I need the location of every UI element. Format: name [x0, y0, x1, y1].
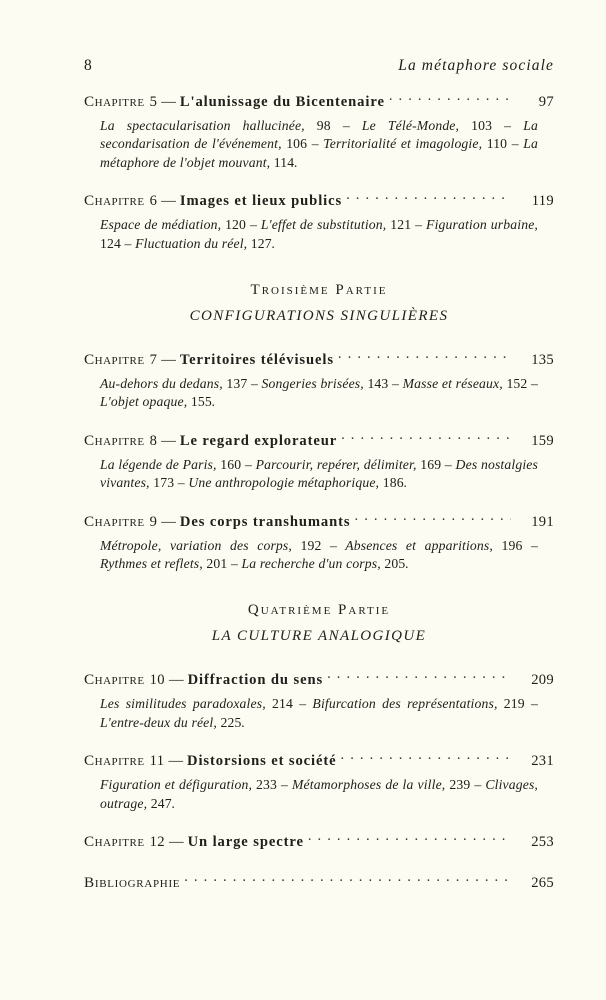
chapter-number: 7: [149, 352, 158, 369]
section-page-number: 160: [220, 456, 242, 472]
section-page-number: 137: [226, 376, 248, 392]
section-page-number: 124: [100, 235, 121, 251]
section-page-number: 205: [384, 556, 406, 572]
chapter-sections: Figuration et défiguration, 233 – Métamorphoses de la ville, 239 – Clivages, outrage, 247.: [100, 777, 539, 811]
toc-entry: [84, 873, 554, 893]
toc-entry: [84, 191, 554, 253]
chapter-dash: —: [168, 834, 184, 851]
chapter-sections: Au-dehors du dedans, 137 – Songeries brisées, 143 – Masse et réseaux, 152 – L'objet opaque, 155.: [100, 376, 539, 410]
chapter-sections: Les similitudes paradoxales, 214 – Bifurcation des représentations, 219 – L'entre-deux du réel, 225.: [100, 696, 538, 730]
page-number: 191: [531, 513, 554, 530]
chapter-number: 11: [149, 753, 165, 770]
chapter-word: Chapitre: [84, 431, 145, 449]
section-page-number: 106: [286, 136, 308, 152]
section-page-number: 214: [272, 696, 293, 712]
chapter-entry[interactable]: [84, 431, 554, 451]
chapter-word: Chapitre: [84, 512, 145, 530]
chapter-title: Le regard explorateur: [179, 432, 338, 449]
chapter-entry[interactable]: [84, 191, 554, 211]
chapter-dash: —: [168, 753, 184, 770]
page-number: 97: [538, 94, 554, 110]
toc-entry: [84, 92, 554, 172]
chapter-word: Chapitre: [84, 192, 145, 210]
chapter-entry[interactable]: [84, 512, 554, 532]
section-page-number: 127: [250, 235, 272, 251]
chapter-number: 9: [149, 513, 158, 530]
part-name: Quatrième Partie: [247, 602, 391, 619]
dot-leader: [338, 350, 511, 364]
dot-leader: [341, 431, 511, 445]
chapter-dash: —: [161, 352, 176, 369]
chapter-number: 12: [149, 834, 165, 851]
chapter-number: 10: [149, 672, 165, 689]
section-page-number: 110: [486, 136, 508, 152]
page-number: 265: [531, 875, 554, 892]
section-page-number: 233: [256, 777, 277, 793]
section-page-number: 120: [225, 217, 247, 233]
chapter-entry[interactable]: [84, 832, 554, 852]
chapter-word: Chapitre: [84, 351, 145, 369]
section-page-number: 98: [316, 118, 331, 133]
section-page-number: 201: [206, 556, 228, 572]
chapter-entry[interactable]: [84, 350, 554, 370]
section-page-number: 121: [390, 217, 412, 233]
chapter-word: Chapitre: [84, 752, 145, 770]
chapter-title: Diffraction du sens: [187, 672, 324, 689]
toc-entry: [84, 350, 554, 412]
book-title: La métaphore sociale: [398, 57, 554, 74]
bibliography-entry[interactable]: [84, 873, 554, 893]
section-page-number: 196: [501, 537, 523, 553]
chapter-title: L'alunissage du Bicentenaire: [179, 94, 385, 110]
section-page-number: 186: [382, 475, 404, 491]
chapter-dash: —: [161, 193, 176, 210]
chapter-dash: —: [161, 513, 176, 530]
toc-entry: [84, 512, 554, 574]
chapter-number: 5: [149, 94, 158, 110]
section-page-number: 114: [273, 154, 295, 170]
section-page-number: 152: [506, 376, 528, 392]
section-page-number: 143: [367, 376, 389, 392]
page-number: 119: [531, 193, 554, 210]
section-page-number: 192: [300, 537, 322, 553]
chapter-word: Chapitre: [84, 671, 145, 689]
chapter-entry[interactable]: [84, 92, 554, 112]
toc-entry: [84, 670, 554, 732]
toc-entry: [84, 431, 554, 493]
section-page-number: 155: [190, 394, 212, 410]
page-folio: 8: [84, 57, 93, 74]
part-title: CONFIGURATIONS SINGULIÈRES: [189, 308, 449, 325]
page-number: 159: [531, 432, 554, 449]
section-page-number: 247: [150, 795, 172, 811]
part-title: LA CULTURE ANALOGIQUE: [211, 628, 427, 645]
dot-leader: [308, 832, 511, 846]
chapter-dash: —: [161, 94, 176, 110]
chapter-word: Chapitre: [84, 93, 145, 110]
section-page-number: 239: [449, 777, 471, 793]
chapter-dash: —: [168, 672, 184, 689]
chapter-number: 8: [149, 432, 158, 449]
dot-leader: [341, 751, 511, 765]
page-number: 231: [531, 753, 554, 770]
page-number: 209: [531, 672, 554, 689]
chapter-title: Distorsions et société: [187, 753, 337, 770]
section-page-number: 219: [503, 696, 525, 712]
part-heading: [84, 600, 554, 648]
part-name: Troisième Partie: [250, 282, 388, 299]
section-page-number: 103: [471, 118, 493, 133]
chapter-title: Des corps transhumants: [179, 513, 351, 530]
part-heading: [84, 280, 554, 328]
table-of-contents: [84, 92, 554, 912]
dot-leader: [355, 512, 512, 526]
dot-leader: [389, 92, 511, 106]
chapter-entry[interactable]: [84, 751, 554, 771]
dot-leader: [327, 670, 511, 684]
toc-entry: [84, 751, 554, 813]
chapter-title: Images et lieux publics: [179, 193, 343, 210]
section-page-number: 225: [220, 714, 242, 730]
chapter-sections: La légende de Paris, 160 – Parcourir, repérer, délimiter, 169 – Des nostalgies vivantes, 173 – Une anthropologie métaphorique, 186.: [100, 456, 538, 491]
chapter-entry[interactable]: [84, 670, 554, 690]
dot-leader: [184, 873, 511, 887]
bibliography-label: Bibliographie: [84, 874, 181, 892]
chapter-word: Chapitre: [84, 833, 145, 851]
chapter-title: Territoires télévisuels: [179, 352, 334, 369]
chapter-number: 6: [149, 193, 158, 210]
chapter-sections: Espace de médiation, 120 – L'effet de substitution, 121 – Figuration urbaine, 124 – Fluctuation du réel, 127.: [100, 217, 538, 251]
chapter-sections: Métropole, variation des corps, 192 – Absences et apparitions, 196 – Rythmes et reflets, 201 – La recherche d'un corps, 205.: [100, 537, 539, 572]
page-number: 253: [531, 834, 554, 851]
section-page-number: 173: [153, 475, 175, 491]
running-head: [84, 57, 554, 75]
dot-leader: [346, 191, 511, 205]
page-number: 135: [531, 352, 554, 369]
chapter-dash: —: [161, 432, 176, 449]
section-page-number: 169: [420, 456, 442, 472]
chapter-title: Un large spectre: [187, 834, 304, 851]
chapter-sections: La spectacularisation hallucinée, 98 – Le Télé-Monde, 103 – La secondarisation de l'événement, 106 – Territorialité et imagologie, 110 – La métaphore de l'objet mouvant, 114.: [100, 118, 538, 170]
toc-entry: [84, 832, 554, 852]
